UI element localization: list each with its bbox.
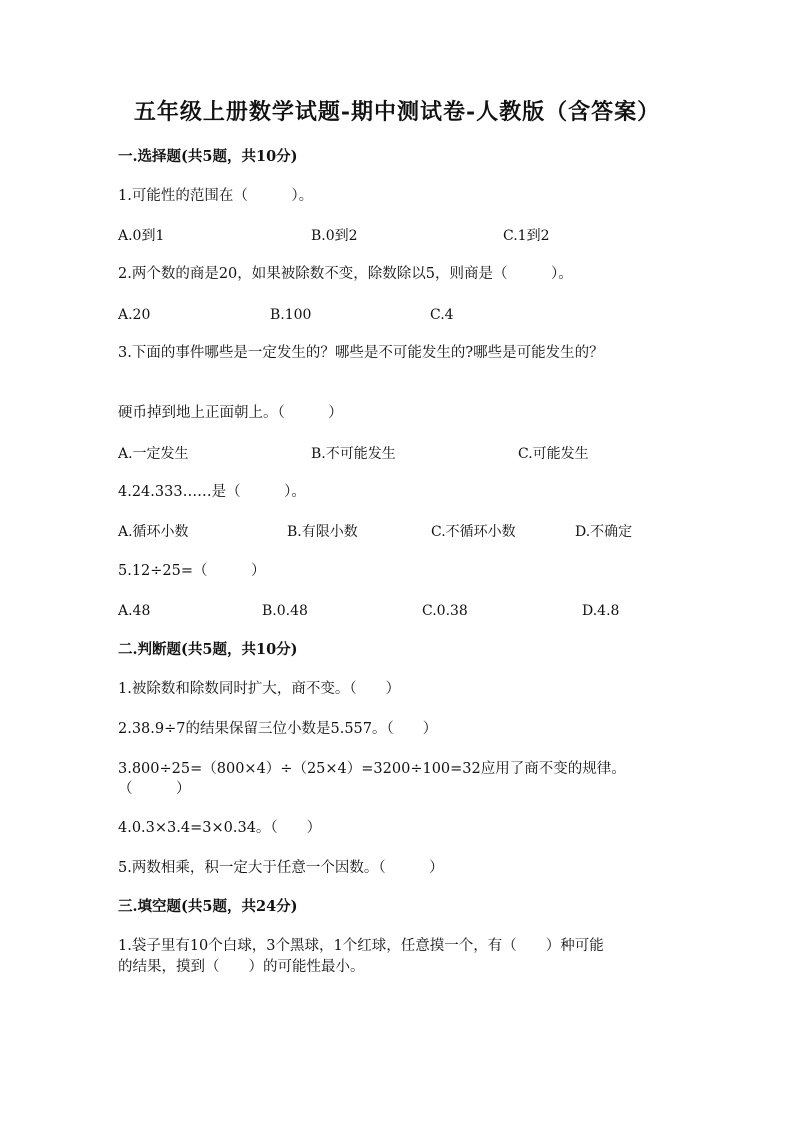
question-text: 1.袋子里有10个白球，3个黑球，1个红球，任意摸一个，有（ ）种可能 (118, 938, 604, 954)
question-subtext: 的结果，摸到（ ）的可能性最小。 (118, 959, 365, 975)
option-a: A.20 (118, 307, 151, 323)
question-text: 3.下面的事件哪些是一定发生的？哪些是不可能发生的?哪些是可能发生的？ (118, 345, 604, 361)
option-b: B.100 (270, 307, 312, 323)
option-c: C.4 (430, 307, 454, 323)
question-text: 5.12÷25=（ ） (118, 563, 266, 579)
option-b: B.有限小数 (287, 524, 358, 540)
option-a: A.48 (118, 603, 151, 619)
option-d: D.不确定 (575, 524, 633, 540)
option-c: C.1到2 (503, 228, 550, 244)
question-subtext: （ ） (118, 781, 191, 797)
question-subtext: 硬币掉到地上正面朝上。（ ） (118, 405, 343, 421)
option-b: B.不可能发生 (311, 446, 396, 462)
section-heading-choice: 一.选择题(共5题，共10分) (118, 148, 298, 165)
question-text: 3.800÷25=（800×4）÷（25×4）=3200÷100=32应用了商不变的规律。 (118, 761, 626, 777)
option-a: A.一定发生 (118, 446, 189, 462)
question-text: 2.两个数的商是20，如果被除数不变，除数除以5，则商是（ ）。 (118, 266, 573, 282)
option-c: C.可能发生 (518, 446, 589, 462)
option-a: A.循环小数 (118, 524, 189, 540)
question-text: 1.可能性的范围在（ ）。 (118, 188, 314, 204)
option-b: B.0到2 (311, 228, 358, 244)
option-b: B.0.48 (262, 603, 308, 619)
question-text: 5.两数相乘，积一定大于任意一个因数。（ ） (118, 860, 444, 876)
option-c: C.不循环小数 (431, 524, 516, 540)
question-text: 4.24.333……是（ ）。 (118, 484, 306, 500)
question-text: 2.38.9÷7的结果保留三位小数是5.557。（ ） (118, 721, 438, 737)
option-a: A.0到1 (118, 228, 165, 244)
question-text: 1.被除数和除数同时扩大，商不变。（ ） (118, 681, 401, 697)
option-d: D.4.8 (582, 603, 620, 619)
section-heading-fill-blank: 三.填空题(共5题，共24分) (118, 898, 298, 915)
section-heading-judgement: 二.判断题(共5题，共10分) (118, 641, 298, 658)
question-text: 4.0.3×3.4=3×0.34。（ ） (118, 820, 322, 836)
option-c: C.0.38 (422, 603, 468, 619)
page-title: 五年级上册数学试题-期中测试卷-人教版（含答案） (133, 99, 661, 125)
